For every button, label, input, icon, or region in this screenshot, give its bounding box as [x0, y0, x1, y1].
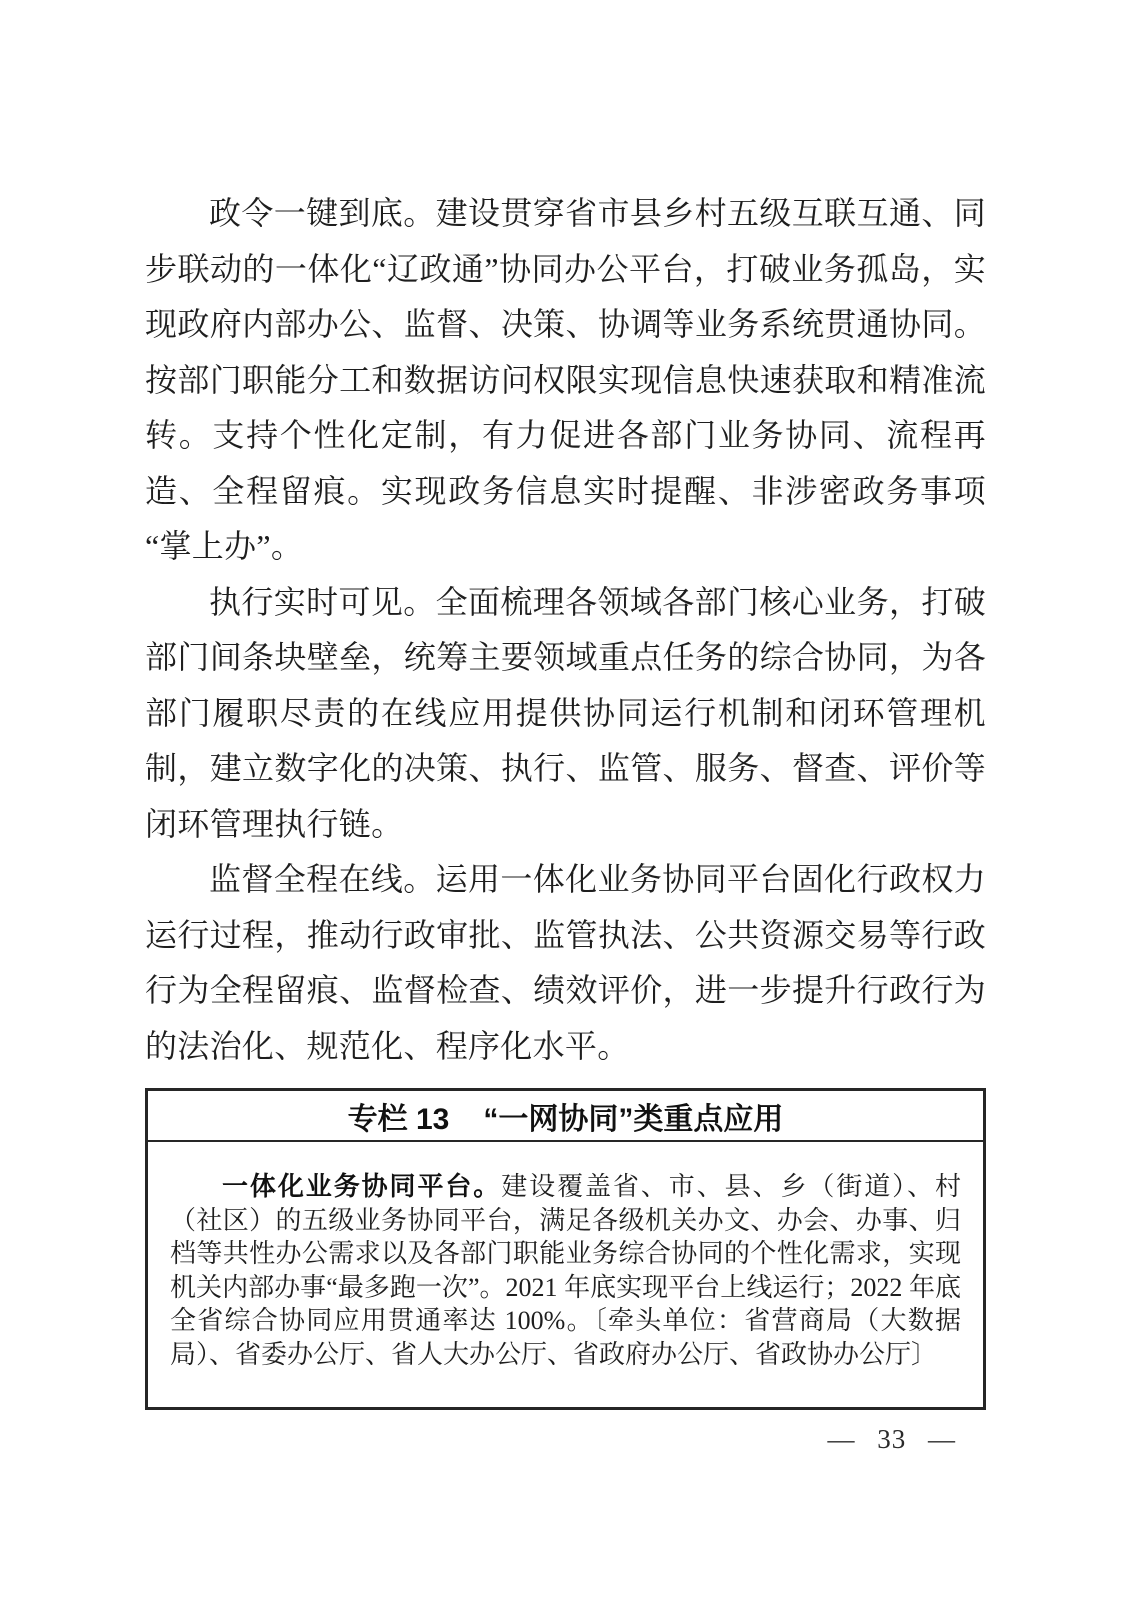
callout-box-body-text: 建设覆盖省、市、县、乡（街道）、村（社区）的五级业务协同平台，满足各级机关办文、办会、办事、归档等共性办公需求以及各部门职能业务综合协同的个性化需求，实现机关内部办事“最多跑一次”。2021 年底实现平台上线运行；2022 年底全省综合协同应用贯通率达 100%。〔牵头单位：省营商局（大数据局）、省委办公厅、省人大办公厅、省政府办公厅、省政协办公厅〕 — [170, 1172, 961, 1369]
callout-box-title — [148, 1091, 983, 1142]
paragraph-jiandu: 监督全程在线。运用一体化业务协同平台固化行政权力运行过程，推动行政审批、监管执法、公共资源交易等行政行为全程留痕、监督检查、绩效评价，进一步提升行政行为的法治化、规范化、程序化水平。 — [145, 861, 986, 1064]
callout-box-paragraph — [170, 1170, 961, 1371]
callout-box-title-text: “一网协同”类重点应用 — [483, 1102, 784, 1136]
main-text — [145, 186, 986, 1410]
page-number: — 33 — — [827, 1424, 956, 1454]
callout-box — [145, 1088, 986, 1410]
callout-box-lead: 一体化业务协同平台。 — [222, 1171, 502, 1201]
callout-box-label: 专栏 13 — [347, 1102, 450, 1136]
paragraph-zhengling: 政令一键到底。建设贯穿省市县乡村五级互联互通、同步联动的一体化“辽政通”协同办公平台，打破业务孤岛，实现政府内部办公、监督、决策、协调等业务系统贯通协同。按部门职能分工和数据访问权限实现信息快速获取和精准流转。支持个性化定制，有力促进各部门业务协同、流程再造、全程留痕。实现政务信息实时提醒、非涉密政务事项“掌上办”。 — [145, 195, 986, 564]
paragraph-zhixing: 执行实时可见。全面梳理各领域各部门核心业务，打破部门间条块壁垒，统筹主要领域重点任务的综合协同，为各部门履职尽责的在线应用提供协同运行机制和闭环管理机制，建立数字化的决策、执行、监管、服务、督查、评价等闭环管理执行链。 — [145, 583, 986, 842]
callout-box-body — [148, 1142, 983, 1407]
